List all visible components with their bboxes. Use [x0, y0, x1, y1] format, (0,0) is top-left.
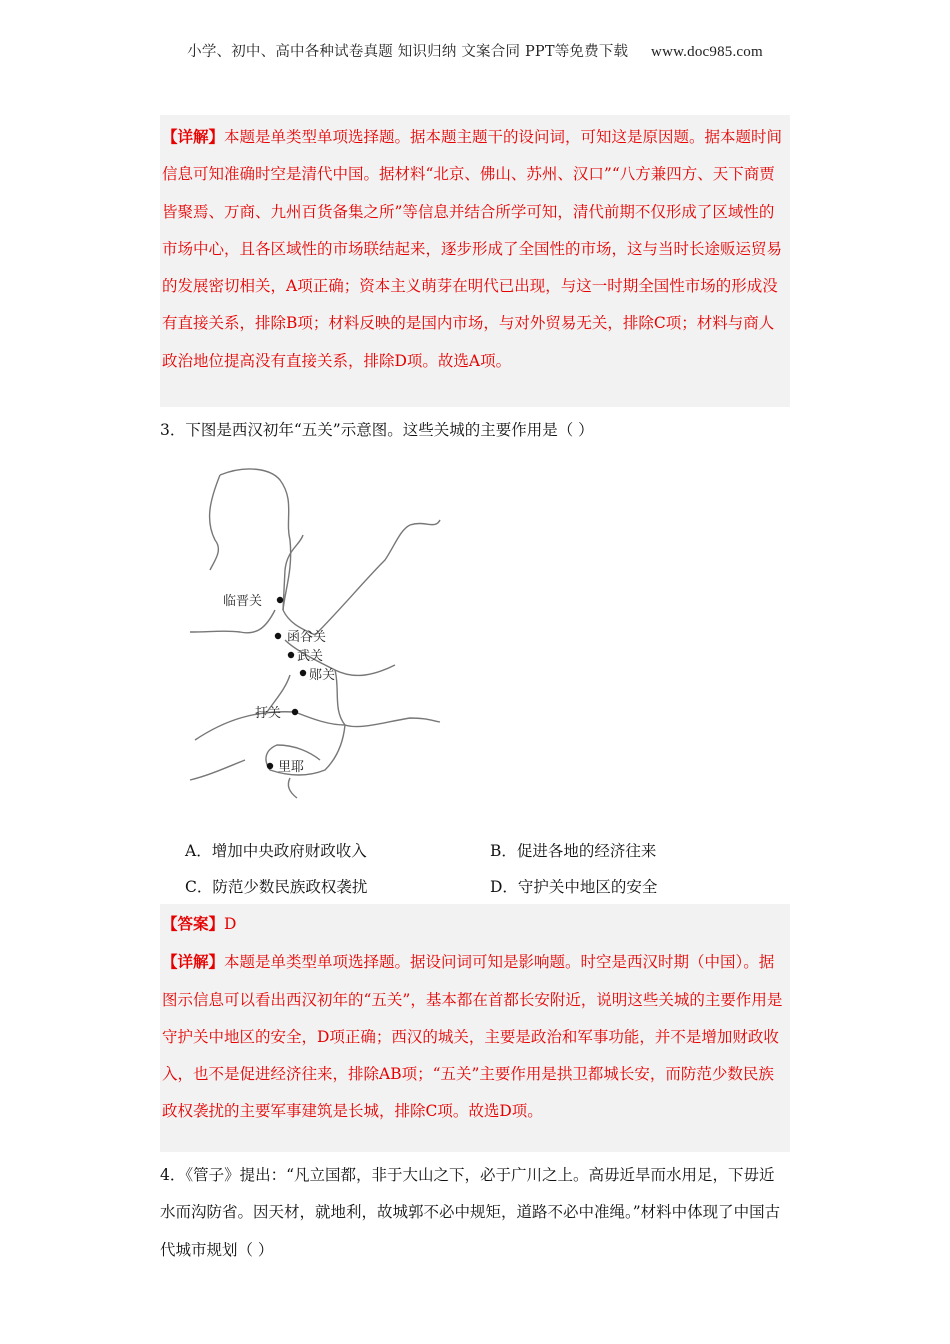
detail-label: 【详解】	[162, 127, 225, 146]
option-d: D．守护关中地区的安全	[490, 878, 658, 896]
answer-line	[162, 905, 788, 943]
detail-paragraph	[162, 943, 788, 1130]
q4-stem: 4．《管子》提出：“凡立国都，非于大山之下，必于广川之上。高毋近旱而水用足，下毋近水而沟防省。因天材，就地利，故城郭不必中规矩，道路不必中准绳。”材料中体现了中国古代城市规划（ ）	[160, 1166, 781, 1259]
answer-value: D	[224, 915, 237, 933]
header-text: 小学、初中、高中各种试卷真题 知识归纳 文案合同 PPT等免费下载	[187, 44, 629, 60]
label-wu-pass: 武关	[297, 649, 324, 664]
detail-text: 本题是单类型单项选择题。据本题主题干的设问词，可知这是原因题。据本题时间信息可知准确时空是清代中国。据材料“北京、佛山、苏州、汉口”“八方兼四方、天下商贾皆聚焉、万商、九州百货备集之所”等信息并结合所学可知，清代前期不仅形成了区域性的市场中心，且各区域性的市场联结起来，逐步形成了全国性的市场，这与当时长途贩运贸易的发展密切相关，A项正确；资本主义萌芽在明代已出现，与这一时期全国性市场的形成没有直接关系，排除B项；材料反映的是国内市场，与对外贸易无关，排除C项；材料与商人政治地位提高没有直接关系，排除D项。故选A项。	[162, 128, 783, 370]
option-b: B．促进各地的经济往来	[490, 842, 657, 860]
detail-text: 本题是单类型单项选择题。据设问词可知是影响题。时空是西汉时期（中国）。据图示信息可以看出西汉初年的“五关”，基本都在首都长安附近，说明这些关城的主要作用是守护关中地区的安全，D项正确；西汉的城关，主要是政治和军事功能，并不是增加财政收入，也不是促进经济往来，排除AB项；“五关”主要作用是拱卫都城长安，而防范少数民族政权袭扰的主要军事建筑是长城，排除C项。故选D项。	[162, 953, 783, 1121]
label-linjin-pass: 临晋关	[223, 594, 263, 609]
label-hangu-pass: 函谷关	[287, 630, 327, 645]
q3-answer-block	[160, 904, 790, 1152]
five-passes-map	[185, 460, 445, 805]
label-liye: 里耶	[278, 760, 305, 775]
label-yun-pass: 郧关	[309, 668, 336, 683]
page-header	[0, 40, 950, 61]
detail-label: 【详解】	[162, 952, 225, 972]
q3-stem: 3．下图是西汉初年“五关”示意图。这些关城的主要作用是（ ）	[160, 421, 594, 439]
answer-label: 【答案】	[162, 914, 225, 933]
q2-detail-block	[160, 115, 790, 407]
option-a: A．增加中央政府财政收入	[185, 842, 367, 860]
header-site[interactable]: www.doc985.com	[651, 44, 763, 60]
label-han-pass: 扜关	[255, 706, 282, 721]
option-c: C．防范少数民族政权袭扰	[185, 878, 368, 896]
